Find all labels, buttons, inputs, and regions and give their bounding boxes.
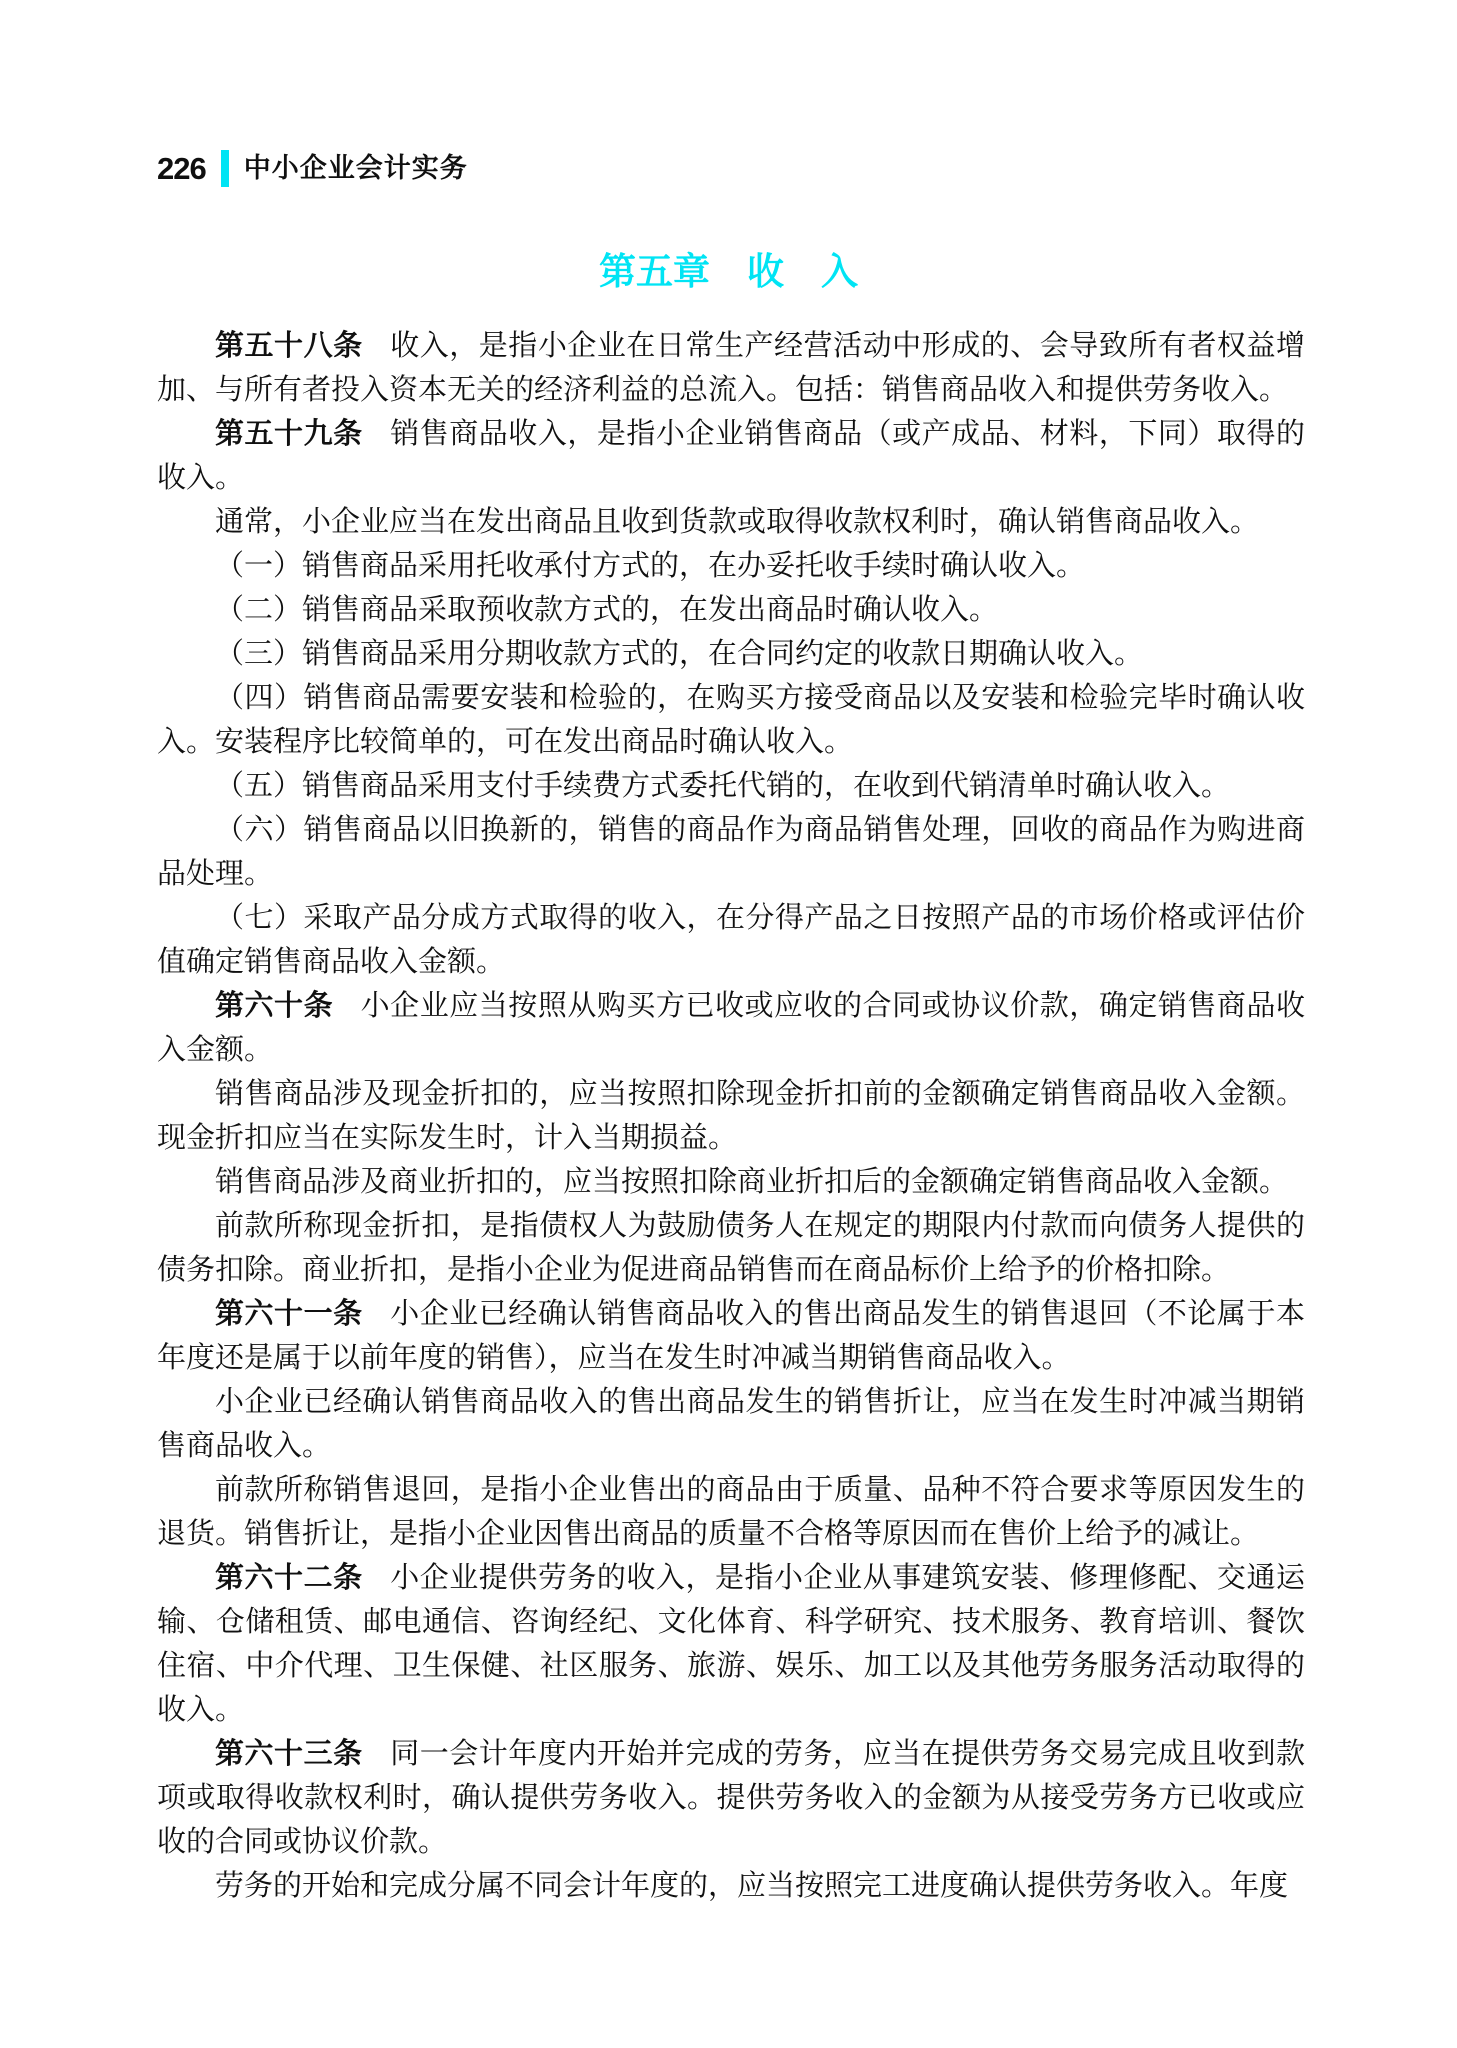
paragraph-text: （二）销售商品采取预收款方式的，在发出商品时确认收入。 — [215, 594, 999, 626]
paragraph — [157, 588, 1305, 632]
paragraph — [157, 1468, 1305, 1556]
paragraph-text: 销售商品涉及商业折扣的，应当按照扣除商业折扣后的金额确定销售商品收入金额。 — [215, 1166, 1289, 1198]
paragraph — [157, 1072, 1305, 1160]
paragraph — [157, 632, 1305, 676]
paragraph-text: （六）销售商品以旧换新的，销售的商品作为商品销售处理，回收的商品作为购进商品处理。 — [157, 814, 1305, 890]
paragraph-text: 小企业应当按照从购买方已收或应收的合同或协议价款，确定销售商品收入金额。 — [157, 990, 1305, 1066]
article-paragraph — [157, 984, 1305, 1072]
paragraph — [157, 1204, 1305, 1292]
paragraph-text: 劳务的开始和完成分属不同会计年度的，应当按照完工进度确认提供劳务收入。年度 — [215, 1870, 1289, 1902]
paragraph-text: 通常，小企业应当在发出商品且收到货款或取得收款权利时，确认销售商品收入。 — [215, 506, 1260, 538]
paragraph — [157, 764, 1305, 808]
paragraph-text: 前款所称销售退回，是指小企业售出的商品由于质量、品种不符合要求等原因发生的退货。销售折让，是指小企业因售出商品的质量不合格等原因而在售价上给予的减让。 — [157, 1474, 1305, 1550]
paragraph-text: （三）销售商品采用分期收款方式的，在合同约定的收款日期确认收入。 — [215, 638, 1144, 670]
paragraph — [157, 896, 1305, 984]
article-number: 第五十九条 — [215, 418, 363, 450]
paragraph — [157, 1160, 1305, 1204]
article-number: 第六十条 — [215, 990, 334, 1022]
book-title: 中小企业会计实务 — [243, 153, 468, 183]
paragraph — [157, 1864, 1305, 1908]
paragraph — [157, 500, 1305, 544]
paragraph-text: （五）销售商品采用支付手续费方式委托代销的，在收到代销清单时确认收入。 — [215, 770, 1231, 802]
paragraph — [157, 808, 1305, 896]
paragraph-text: 小企业已经确认销售商品收入的售出商品发生的销售折让，应当在发生时冲减当期销售商品收入。 — [157, 1386, 1305, 1462]
paragraph-text: 销售商品收入，是指小企业销售商品（或产成品、材料，下同）取得的收入。 — [157, 418, 1305, 494]
article-number: 第六十二条 — [215, 1562, 363, 1594]
header-divider-bar — [221, 150, 229, 187]
article-paragraph — [157, 1556, 1305, 1732]
article-number: 第六十三条 — [215, 1738, 363, 1770]
paragraph-text: 收入，是指小企业在日常生产经营活动中形成的、会导致所有者权益增加、与所有者投入资本无关的经济利益的总流入。包括：销售商品收入和提供劳务收入。 — [157, 330, 1305, 406]
page-number: 226 — [157, 151, 206, 186]
chapter-title: 第五章 收 入 — [599, 251, 858, 292]
paragraph-text: （一）销售商品采用托收承付方式的，在办妥托收手续时确认收入。 — [215, 550, 1086, 582]
paragraph-text: 同一会计年度内开始并完成的劳务，应当在提供劳务交易完成且收到款项或取得收款权利时，确认提供劳务收入。提供劳务收入的金额为从接受劳务方已收或应收的合同或协议价款。 — [157, 1738, 1305, 1858]
document-body — [157, 324, 1305, 1908]
paragraph-text: 小企业提供劳务的收入，是指小企业从事建筑安装、修理修配、交通运输、仓储租赁、邮电通信、咨询经纪、文化体育、科学研究、技术服务、教育培训、餐饮住宿、中介代理、卫生保健、社区服务、旅游、娱乐、加工以及其他劳务服务活动取得的收入。 — [157, 1562, 1305, 1726]
paragraph-text: （七）采取产品分成方式取得的收入，在分得产品之日按照产品的市场价格或评估价值确定销售商品收入金额。 — [157, 902, 1305, 978]
paragraph-text: 销售商品涉及现金折扣的，应当按照扣除现金折扣前的金额确定销售商品收入金额。现金折扣应当在实际发生时，计入当期损益。 — [157, 1078, 1305, 1154]
paragraph-text: 小企业已经确认销售商品收入的售出商品发生的销售退回（不论属于本年度还是属于以前年度的销售），应当在发生时冲减当期销售商品收入。 — [157, 1298, 1305, 1374]
article-paragraph — [157, 1732, 1305, 1864]
paragraph — [157, 676, 1305, 764]
paragraph-text: 前款所称现金折扣，是指债权人为鼓励债务人在规定的期限内付款而向债务人提供的债务扣除。商业折扣，是指小企业为促进商品销售而在商品标价上给予的价格扣除。 — [157, 1210, 1305, 1286]
article-number: 第六十一条 — [215, 1298, 363, 1330]
paragraph-text: （四）销售商品需要安装和检验的，在购买方接受商品以及安装和检验完毕时确认收入。安装程序比较简单的，可在发出商品时确认收入。 — [157, 682, 1305, 758]
paragraph — [157, 1380, 1305, 1468]
article-paragraph — [157, 1292, 1305, 1380]
paragraph — [157, 544, 1305, 588]
page-header — [157, 150, 468, 187]
article-paragraph — [157, 412, 1305, 500]
article-paragraph — [157, 324, 1305, 412]
article-number: 第五十八条 — [215, 330, 363, 362]
